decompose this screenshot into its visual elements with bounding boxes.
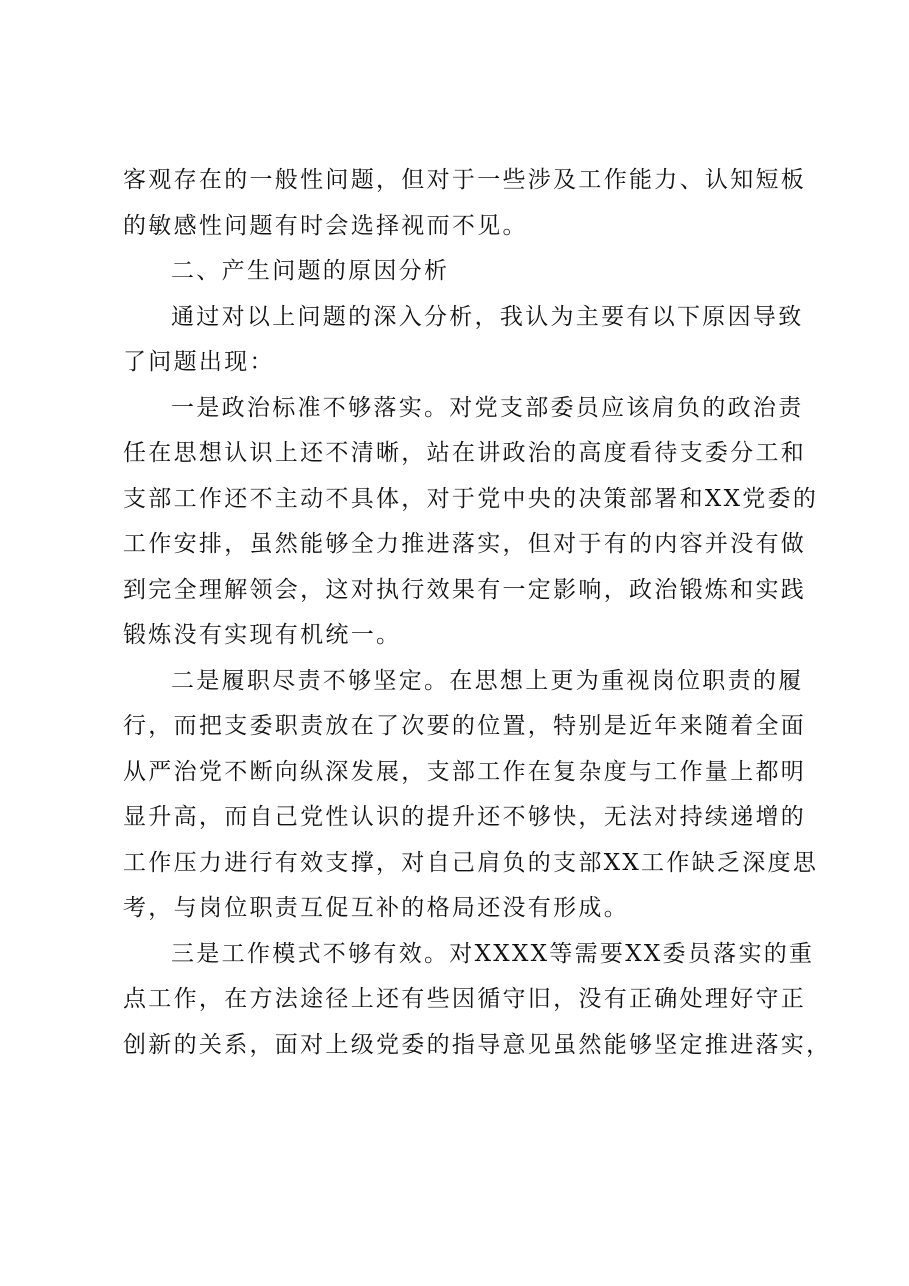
text-line: 三是工作模式不够有效。对XXXX等需要XX委员落实的重: [171, 940, 815, 967]
text-line: 创新的关系，面对上级党委的指导意见虽然能够坚定推进落实，: [123, 1031, 832, 1058]
text-line: 点工作，在方法途径上还有些因循守旧，没有正确处理好守正: [123, 986, 807, 1012]
text-line: 工作安排，虽然能够全力推进落实，但对于有的内容并没有做: [123, 531, 807, 557]
text-line: 锻炼没有实现有机统一。: [123, 622, 402, 648]
text-line: 支部工作还不主动不具体，对于党中央的决策部署和XX党委的: [123, 485, 819, 512]
text-line: 一是政治标准不够落实。对党支部委员应该肩负的政治责: [171, 394, 804, 421]
text-line: 的敏感性问题有时会选择视而不见。: [123, 212, 528, 239]
text-line: 显升高，而自己党性认识的提升还不够快，无法对持续递增的: [123, 804, 807, 830]
text-line: 了问题出现：: [123, 349, 275, 375]
text-line: 工作压力进行有效支撑，对自己肩负的支部XX工作缺乏深度思: [123, 849, 819, 876]
section-heading: 二、产生问题的原因分析: [171, 258, 450, 284]
document-body: [123, 158, 832, 1068]
text-line: 客观存在的一般性问题，但对于一些涉及工作能力、认知短板: [123, 167, 807, 193]
text-line: 从严治党不断向纵深发展，支部工作在复杂度与工作量上都明: [123, 758, 807, 785]
text-line: 考，与岗位职责互促互补的格局还没有形成。: [123, 895, 629, 921]
text-line: 通过对以上问题的深入分析，我认为主要有以下原因导致: [171, 303, 804, 330]
text-line: 行，而把支委职责放在了次要的位置，特别是近年来随着全面: [123, 713, 807, 739]
text-line: 到完全理解领会，这对执行效果有一定影响，政治锻炼和实践: [123, 576, 807, 603]
text-line: 任在思想认识上还不清晰，站在讲政治的高度看待支委分工和: [123, 440, 807, 466]
text-line: 二是履职尽责不够坚定。在思想上更为重视岗位职责的履: [171, 667, 804, 694]
